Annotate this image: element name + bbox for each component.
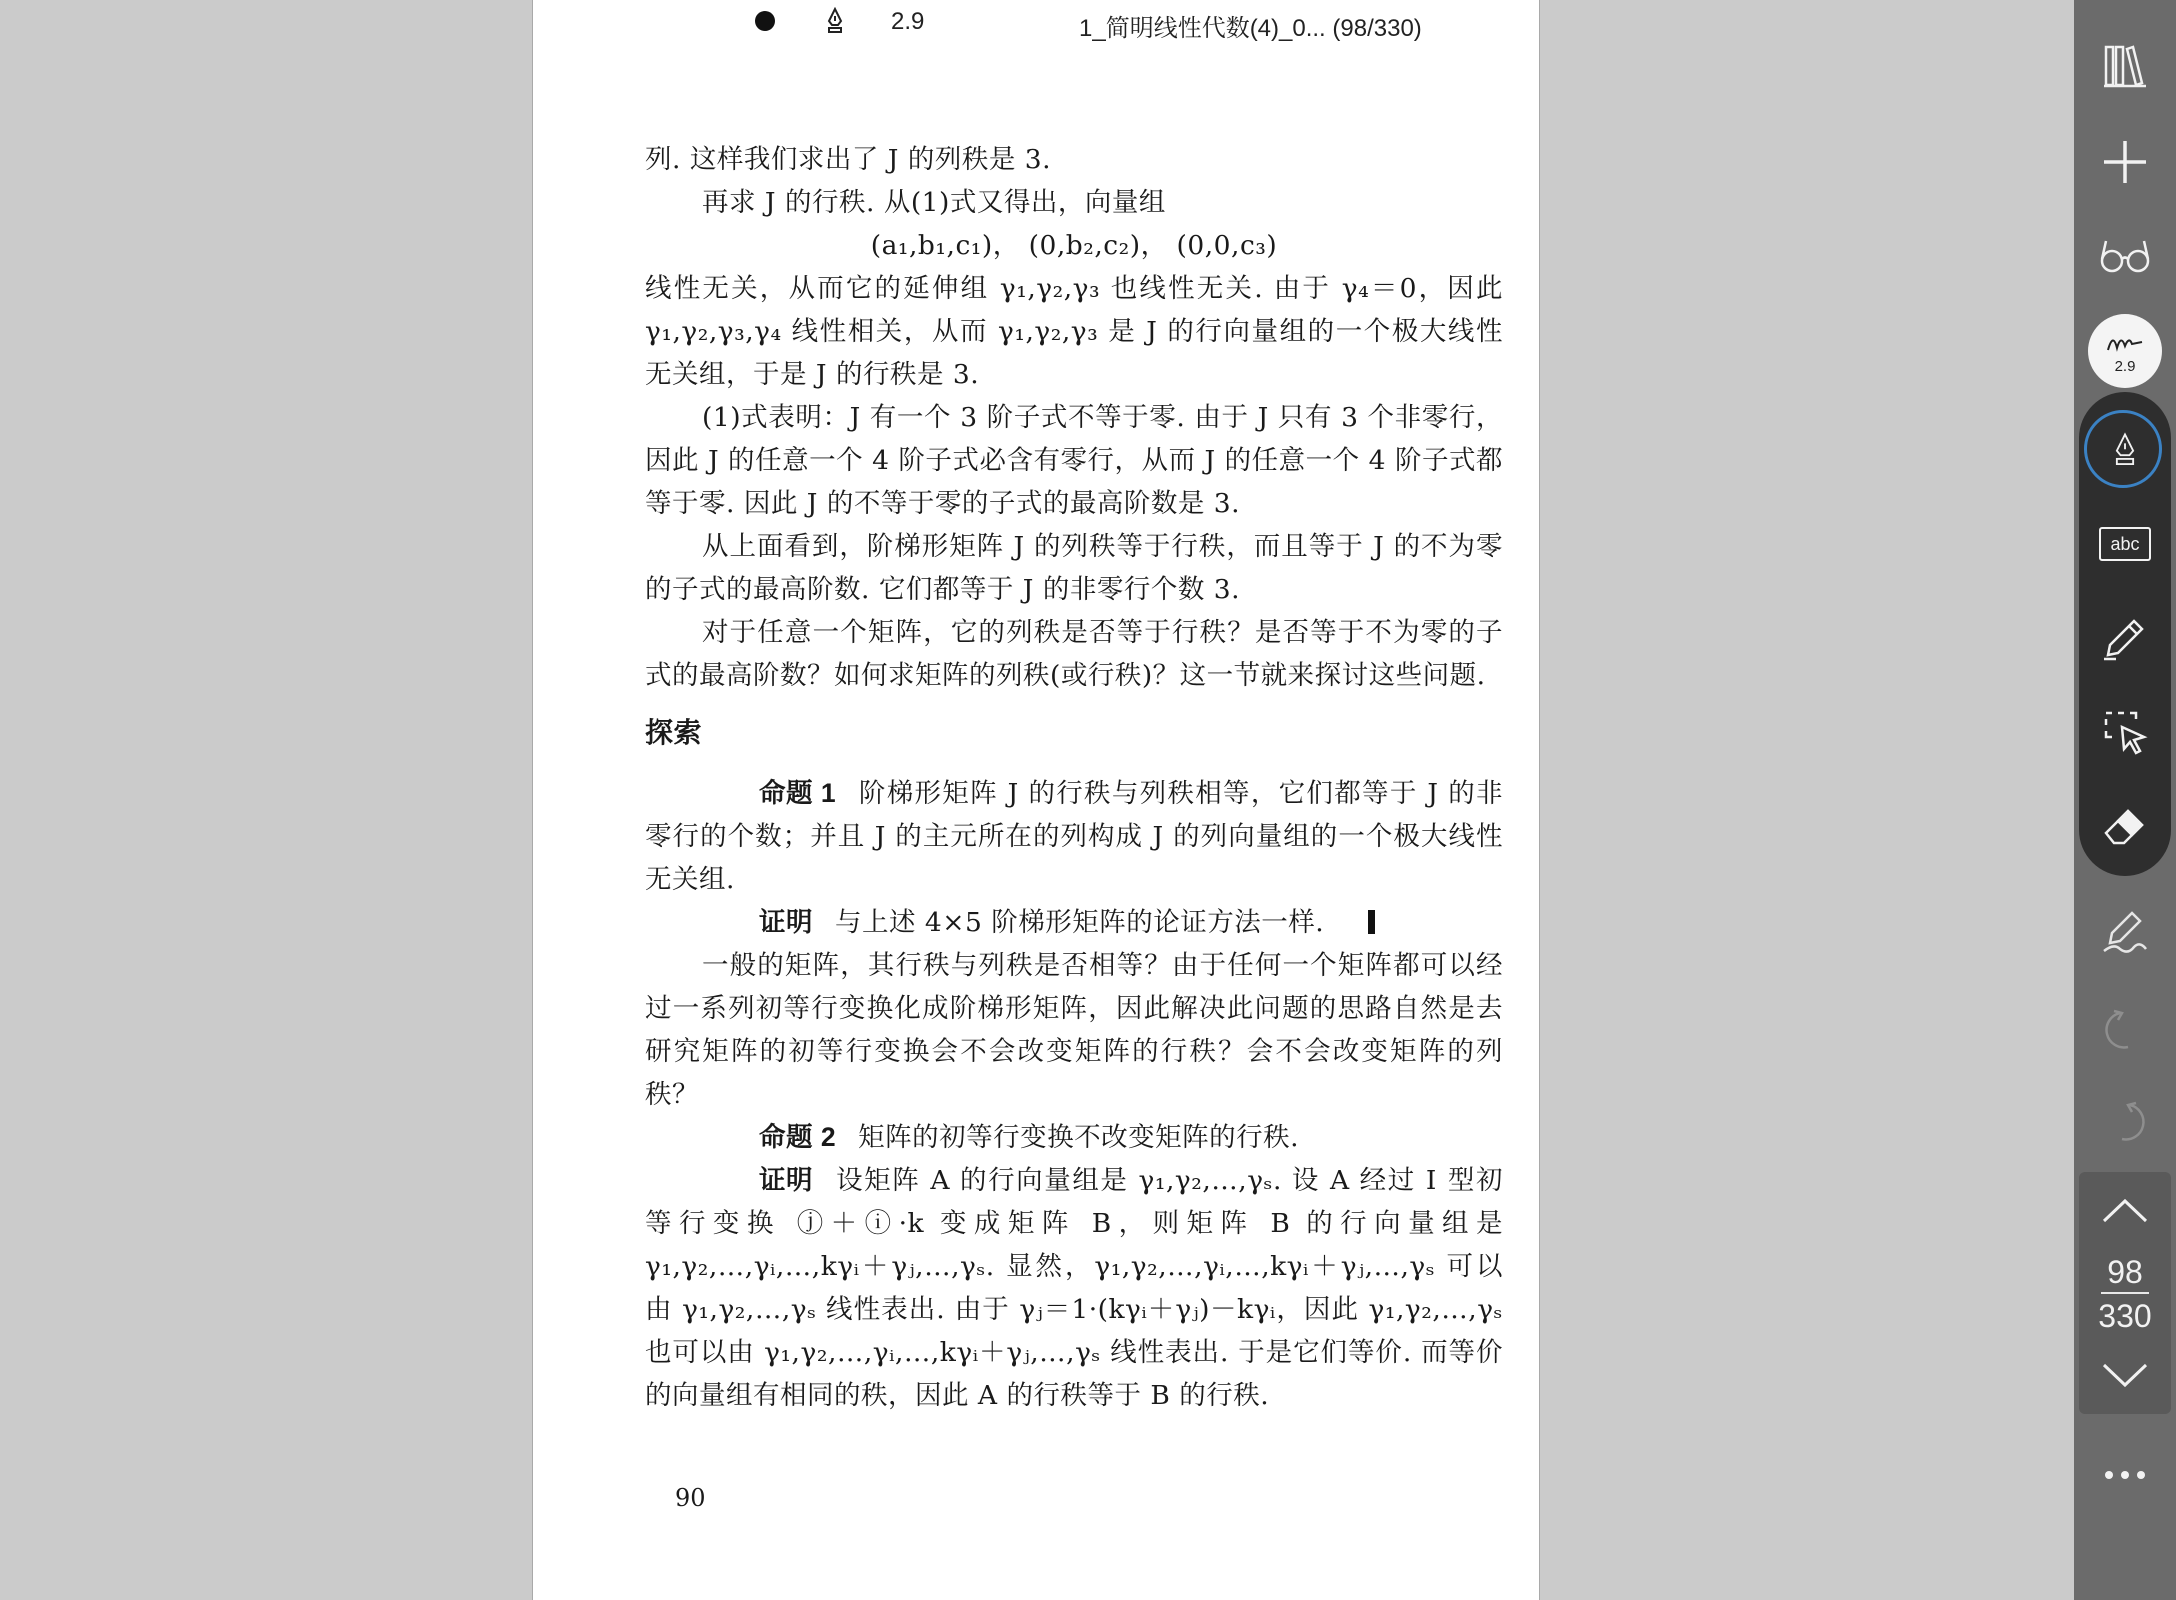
proposition-2 [645,1116,1503,1159]
qed-mark [1368,910,1375,934]
library-button[interactable] [2074,26,2176,106]
paragraph: (1)式表明：J 有一个 3 阶子式不等于零. 由于 J 只有 3 个非零行，因此 J 的任意一个 4 阶子式必含有零行，从而 J 的任意一个 4 阶子式都等于零. 因此 J 的不等于零的子式的最高阶数是 3. [645,402,1503,519]
page-divider [2101,1292,2149,1294]
eraser-icon [2098,799,2152,853]
paragraph: 对于任意一个矩阵，它的列秩是否等于行秩？是否等于不为零的子式的最高阶数？如何求矩阵的列秩(或行秩)？这一节就来探讨这些问题. [645,617,1503,691]
signature-zoom: 2.9 [2114,357,2136,375]
paragraph: 再求 J 的行秩. 从(1)式又得出，向量组 [702,187,1166,218]
lasso-select-icon [2098,705,2152,759]
text-box-icon: abc [2099,527,2151,561]
proposition-label: 命题 2 [759,1122,837,1152]
paragraph: 线性无关，从而它的延伸组 γ₁,γ₂,γ₃ 也线性无关. 由于 γ₄＝0，因此 γ₁,γ₂,γ₃,γ₄ 线性相关，从而 γ₁,γ₂,γ₃ 是 J 的行向量组的一个极大线性无关组，于是 J 的行秩是 3. [645,273,1503,390]
proof-1 [645,901,1503,944]
proposition-text: 阶梯形矩阵 J 的行秩与列秩相等，它们都等于 J 的非零行的个数；并且 J 的主元所在的列构成 J 的列向量组的一个极大线性无关组. [645,778,1503,895]
right-toolbar [2074,0,2176,1600]
proposition-text: 矩阵的初等行变换不改变矩阵的行秩. [858,1122,1300,1153]
pen-write-icon [2098,903,2152,957]
chevron-down-icon [2098,1347,2152,1401]
more-options-button[interactable] [2074,1420,2176,1500]
undo-button[interactable] [2074,990,2176,1070]
pencil-icon [2098,611,2152,665]
pen-tool-button[interactable] [2074,410,2176,490]
library-icon [2098,39,2152,93]
previous-page-button[interactable] [2074,1172,2176,1252]
signature-button[interactable] [2088,314,2162,388]
add-button[interactable] [2074,122,2176,202]
chevron-up-icon [2098,1185,2152,1239]
proposition-1 [645,772,1503,901]
record-dot-icon [755,11,775,31]
paragraph: 从上面看到，阶梯形矩阵 J 的列秩等于行秩，而且等于 J 的不为零的子式的最高阶数. 它们都等于 J 的非零行个数 3. [645,531,1503,605]
handwriting-button[interactable] [2074,890,2176,970]
proof-2 [645,1159,1503,1417]
printed-page-number: 90 [675,1484,706,1512]
signature-icon [2105,328,2145,358]
select-tool-button[interactable] [2074,692,2176,772]
document-title: 1_简明线性代数(4)_0... (98/330) [1079,15,1422,42]
pen-nib-icon [2105,430,2145,470]
section-heading: 探索 [645,717,703,748]
paragraph: 列. 这样我们求出了 J 的列秩是 3. [645,144,1052,175]
plus-icon [2098,135,2152,189]
current-page[interactable]: 98 [2107,1254,2143,1290]
text-tool-button[interactable] [2074,504,2176,584]
reading-mode-button[interactable] [2074,216,2176,296]
next-page-button[interactable] [2074,1334,2176,1414]
highlighter-button[interactable] [2074,598,2176,678]
glasses-icon [2098,229,2152,283]
proof-text: 设矩阵 A 的行向量组是 γ₁,γ₂,…,γₛ. 设 A 经过 Ⅰ 型初等行变换 ⓙ＋ⓘ·k 变成矩阵 B，则矩阵 B 的行向量组是 γ₁,γ₂,…,γᵢ,…,kγᵢ＋γⱼ,…,γₛ. 显然，γ₁,γ₂,…,γᵢ,…,kγᵢ＋γⱼ,…,γₛ 可以由 γ₁,γ₂,…,γₛ 线性表出. 由于 γⱼ＝1·(kγᵢ＋γⱼ)－kγᵢ，因此 γ₁,γ₂,…,γₛ 也可以由 γ₁,γ₂,…,γᵢ,…,kγᵢ＋γⱼ,…,γₛ 线性表出. 于是它们等价. 而等价的向量组有相同的秩，因此 A 的行秩等于 B 的行秩. [645,1165,1503,1411]
undo-icon [2098,1003,2152,1057]
status-bar [533,0,1541,44]
total-pages: 330 [2098,1298,2152,1334]
proof-label: 证明 [759,907,813,937]
pen-nib-icon [824,7,846,35]
vector-group-formula: (a₁,b₁,c₁)， (0,b₂,c₂)， (0,0,c₃) [870,230,1278,261]
page-content [645,138,1503,1417]
zoom-level: 2.9 [891,8,925,35]
document-page[interactable] [532,0,1540,1600]
redo-button[interactable] [2074,1082,2176,1162]
paragraph: 一般的矩阵，其行秩与列秩是否相等？由于任何一个矩阵都可以经过一系列初等行变换化成阶梯形矩阵，因此解决此问题的思路自然是去研究矩阵的初等行变换会不会改变矩阵的行秩？会不会改变矩阵的列秩？ [645,950,1503,1110]
proof-text: 与上述 4×5 阶梯形矩阵的论证方法一样. [835,907,1325,938]
proof-label: 证明 [759,1165,813,1195]
redo-icon [2098,1095,2152,1149]
proposition-label: 命题 1 [759,778,837,808]
more-icon [2098,1433,2152,1487]
eraser-button[interactable] [2074,786,2176,866]
